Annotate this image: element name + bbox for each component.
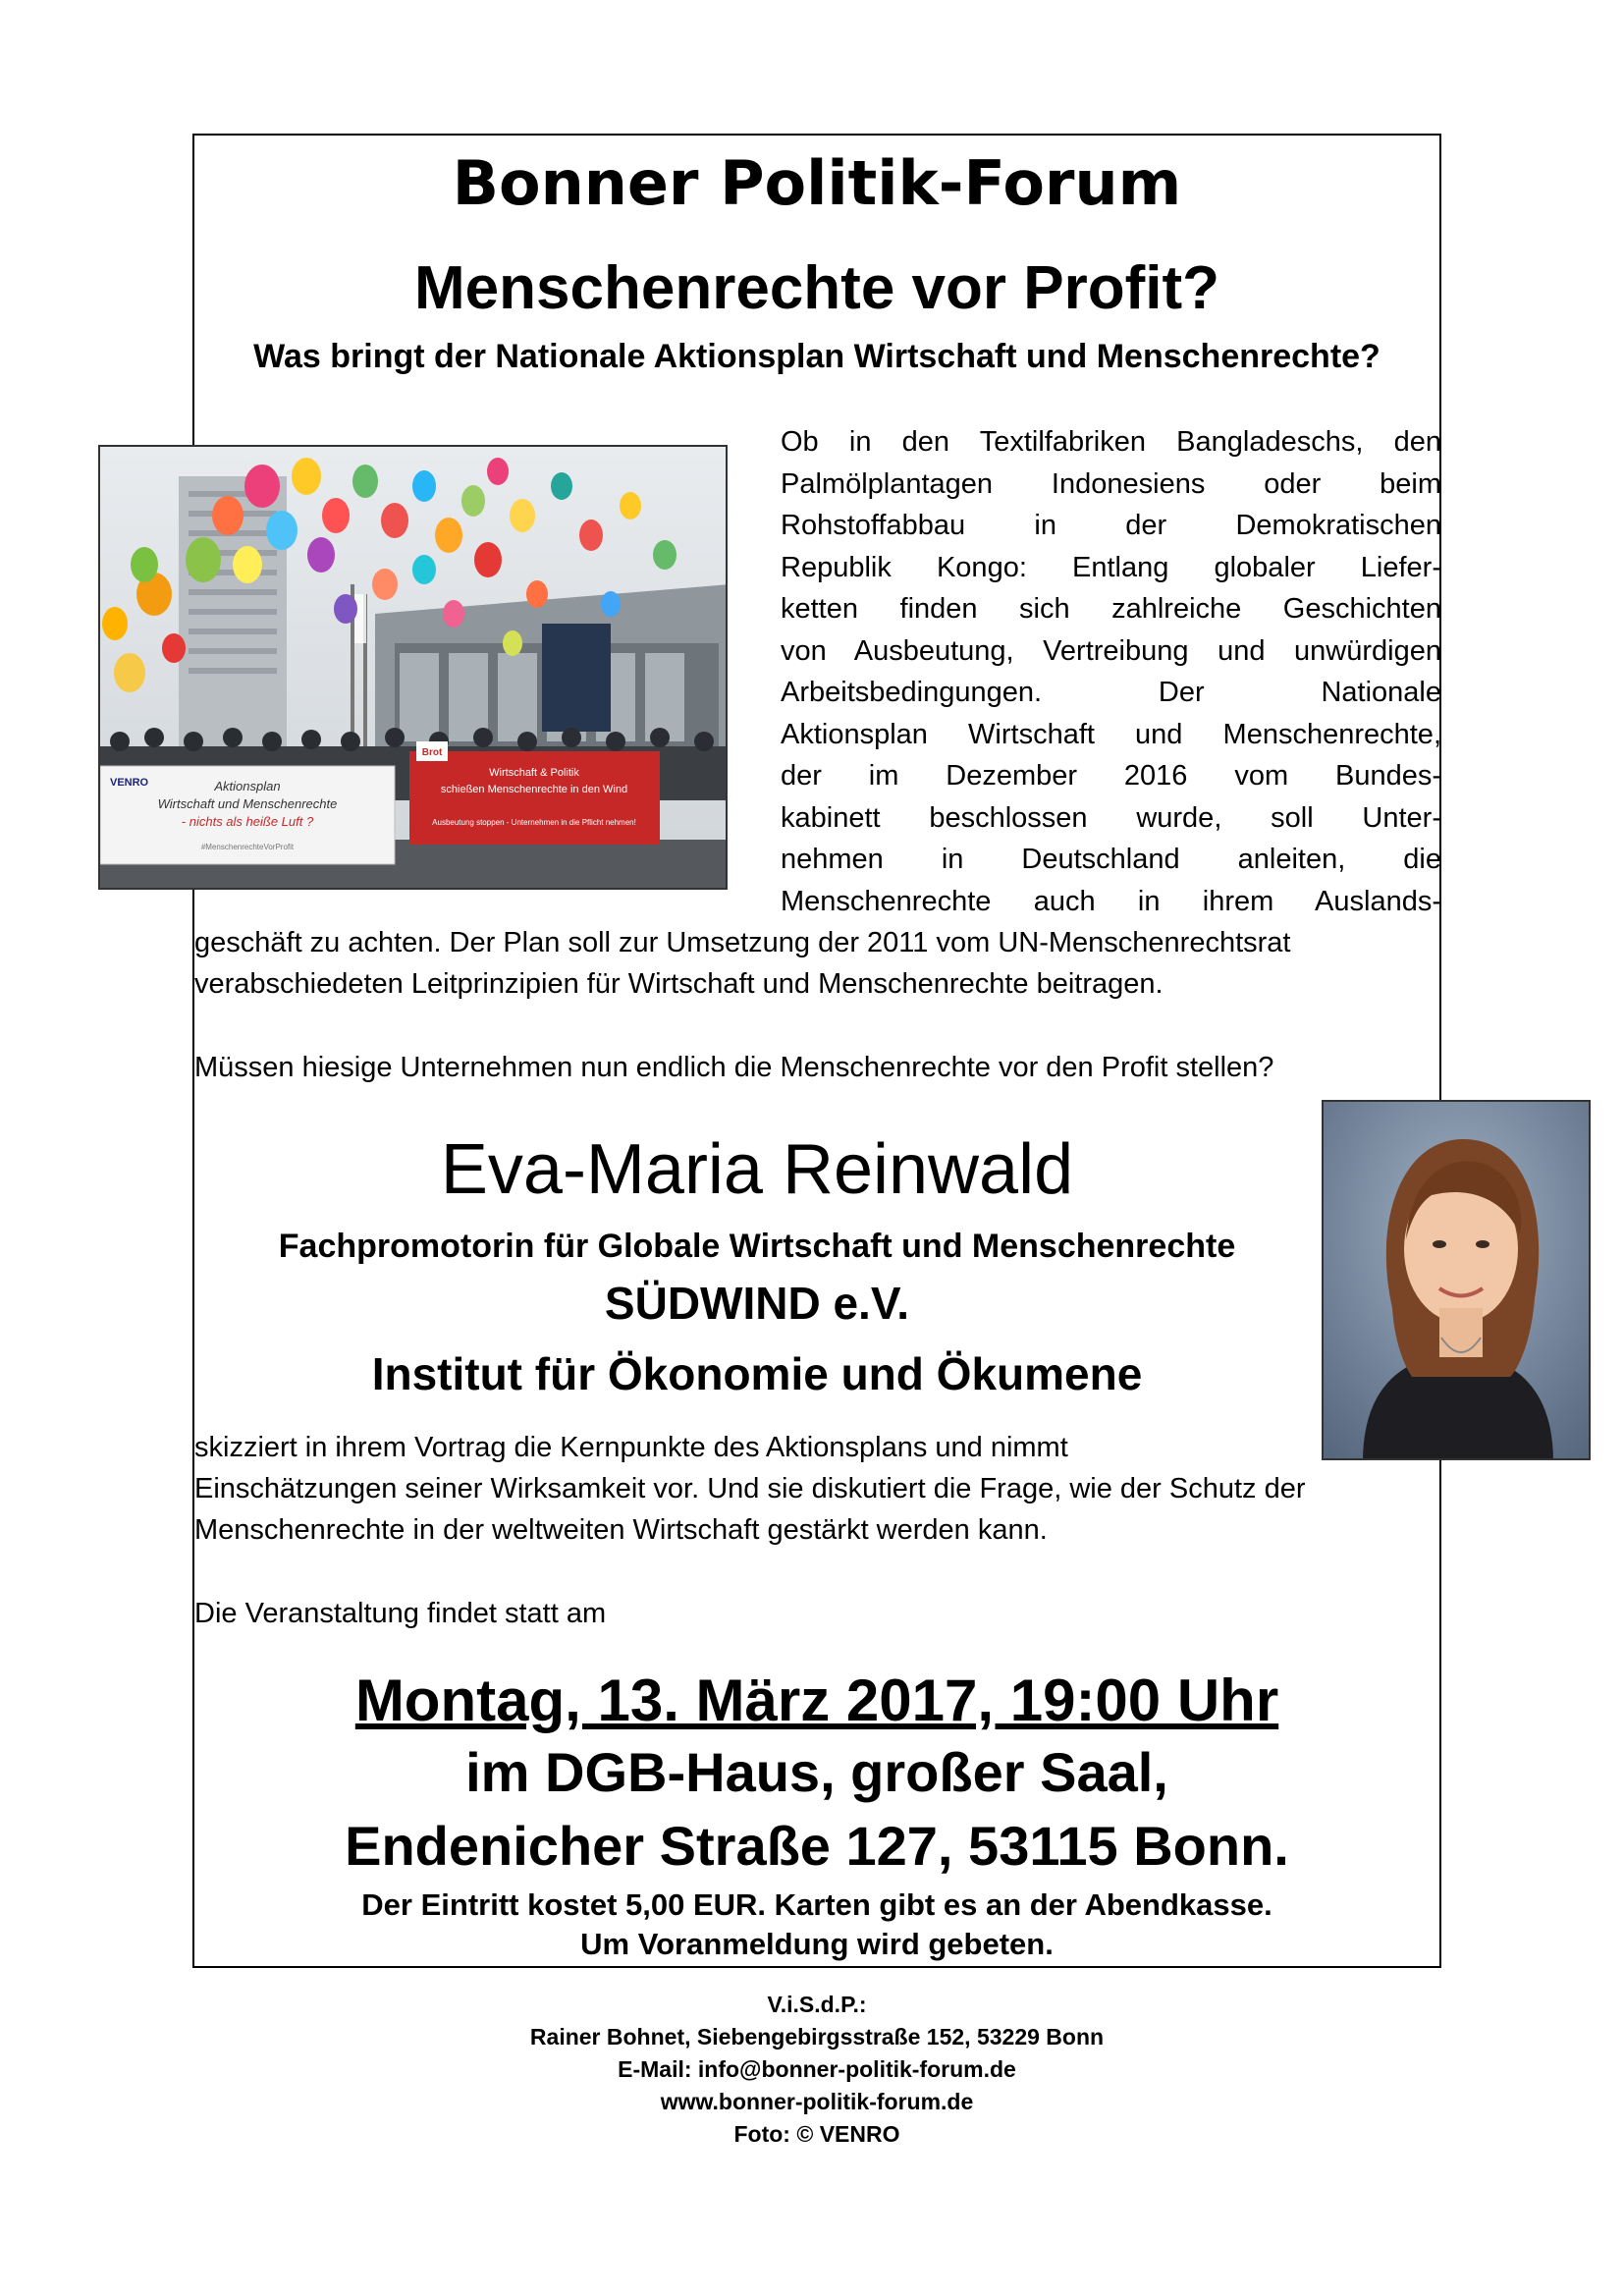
- banner-left-line2: Wirtschaft und Menschenrechte: [157, 796, 338, 811]
- event-date: Montag, 13. März 2017, 19:00 Uhr: [354, 1667, 1279, 1733]
- banner-right-logo: Brot: [421, 747, 443, 758]
- intro-line: Republik Kongo: Entlang globaler Liefer-: [781, 551, 1441, 583]
- event-venue: im DGB-Haus, großer Saal,: [465, 1741, 1168, 1803]
- intro-line: Palmölplantagen Indonesiens oder beim: [781, 467, 1441, 500]
- imprint-label: V.i.S.d.P.:: [767, 1992, 867, 2017]
- intro-line: Aktionsplan Wirtschaft und Menschenrechte,: [781, 718, 1441, 750]
- banner-right-line1: Wirtschaft & Politik: [489, 767, 579, 779]
- imprint-website: www.bonner-politik-forum.de: [660, 2089, 974, 2114]
- banner-left-line1: Aktionsplan: [214, 779, 281, 793]
- intro-paragraph: [781, 421, 1441, 922]
- intro-line: Arbeitsbedingungen. Der Nationale: [781, 677, 1441, 708]
- talk-line-2: Einschätzungen seiner Wirksamkeit vor. Und sie diskutiert die Frage, wie der Schutz der: [194, 1473, 1306, 1504]
- talk-line-1: skizziert in ihrem Vortrag die Kernpunkte des Aktionsplans und nimmt: [194, 1432, 1068, 1463]
- lead-question: Was bringt der Nationale Aktionsplan Wirtschaft und Menschenrechte?: [253, 338, 1380, 375]
- intro-continuation-1: geschäft zu achten. Der Plan soll zur Umsetzung der 2011 vom UN-Menschenrechtsrat: [194, 927, 1291, 958]
- intro-line: der im Dezember 2016 vom Bundes-: [781, 760, 1441, 792]
- imprint: [192, 1989, 1441, 2151]
- intro-line: Rohstoffabbau in der Demokratischen: [781, 510, 1441, 541]
- speaker-portrait: [1322, 1100, 1591, 1460]
- banner-right-line2: schießen Menschenrechte in den Wind: [440, 784, 628, 795]
- imprint-email: E-Mail: info@bonner-politik-forum.de: [618, 2056, 1016, 2082]
- page-subtitle: Menschenrechte vor Profit?: [414, 254, 1219, 322]
- event-announcement: Die Veranstaltung findet statt am: [194, 1598, 607, 1629]
- banner-left-line3: - nichts als heiße Luft ?: [181, 814, 314, 829]
- intro-line: von Ausbeutung, Vertreibung und unwürdigen: [781, 634, 1441, 667]
- banner-right-line3: Ausbeutung stoppen - Unternehmen in die Pflicht nehmen!: [432, 818, 636, 827]
- page-title: Bonner Politik-Forum: [452, 147, 1182, 219]
- speaker-role: Fachpromotorin für Globale Wirtschaft und Menschenrechte: [278, 1228, 1236, 1265]
- imprint-person: Rainer Bohnet, Siebengebirgsstraße 152, 53229 Bonn: [529, 2024, 1105, 2050]
- intro-line: Menschenrechte auch in ihrem Auslands-: [781, 885, 1441, 917]
- photo-credit: Foto: © VENRO: [733, 2121, 900, 2147]
- intro-question: Müssen hiesige Unternehmen nun endlich die Menschenrechte vor den Profit stellen?: [194, 1052, 1274, 1083]
- intro-continuation-2: verabschiedeten Leitprinzipien für Wirtschaft und Menschenrechte beitragen.: [194, 968, 1164, 1000]
- intro-line: kabinett beschlossen wurde, soll Unter-: [781, 801, 1441, 834]
- demonstration-photo: [98, 445, 728, 890]
- speaker-name: Eva-Maria Reinwald: [440, 1130, 1074, 1209]
- speaker-institute: Institut für Ökonomie und Ökumene: [371, 1348, 1143, 1399]
- intro-line: nehmen in Deutschland anleiten, die: [781, 844, 1441, 875]
- event-address: Endenicher Straße 127, 53115 Bonn.: [345, 1815, 1289, 1877]
- intro-line: ketten finden sich zahlreiche Geschichten: [781, 593, 1441, 625]
- intro-line: Ob in den Textilfabriken Bangladeschs, den: [781, 426, 1441, 458]
- banner-left-logo: VENRO: [110, 777, 149, 789]
- event-registration: Um Voranmeldung wird gebeten.: [580, 1927, 1054, 1961]
- banner-left-hashtag: #MenschenrechteVorProfit: [200, 843, 295, 851]
- event-entry-fee: Der Eintritt kostet 5,00 EUR. Karten gibt es an der Abendkasse.: [361, 1887, 1272, 1922]
- talk-line-3: Menschenrechte in der weltweiten Wirtschaft gestärkt werden kann.: [194, 1514, 1048, 1546]
- speaker-organisation: SÜDWIND e.V.: [604, 1278, 910, 1329]
